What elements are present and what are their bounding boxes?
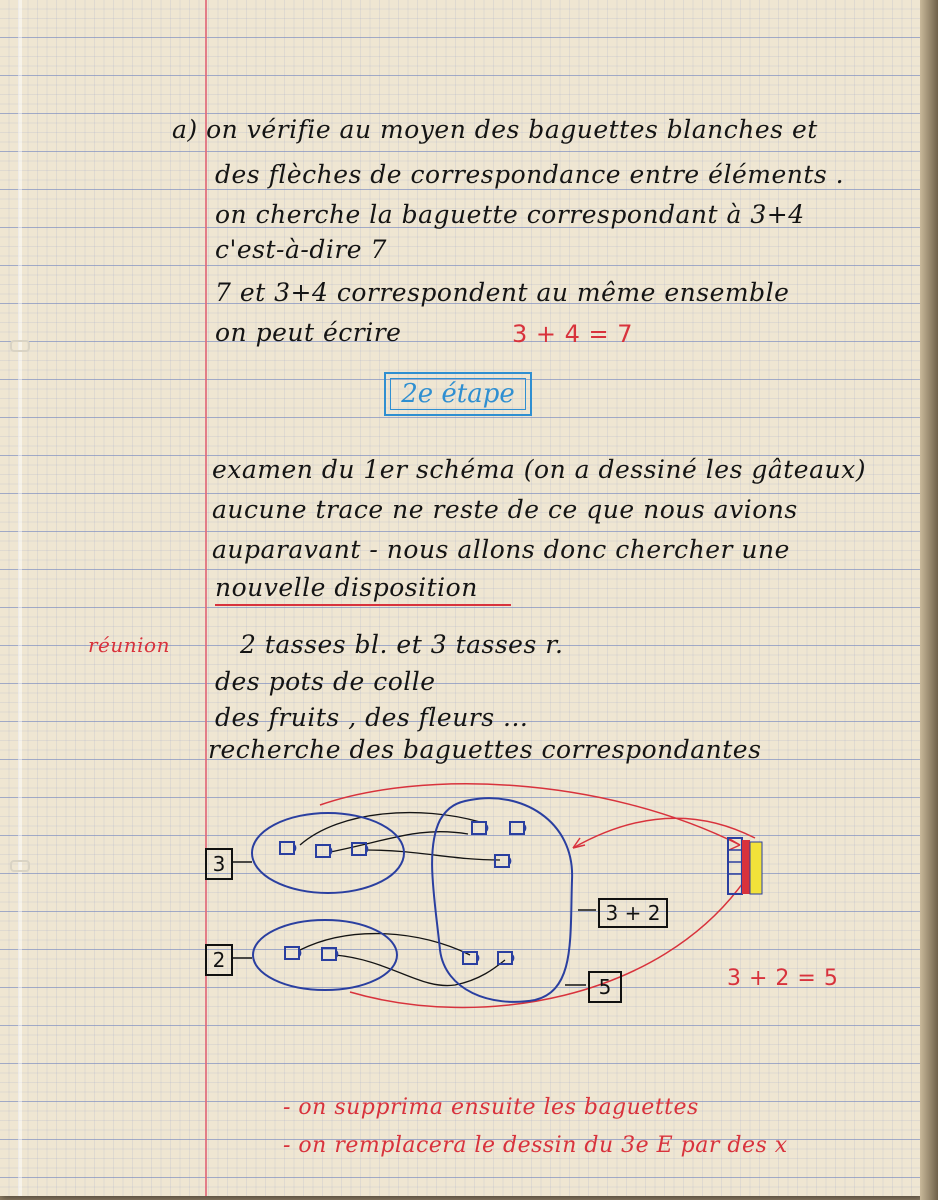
equation-3-plus-2: 3 + 2 = 5 [727, 966, 839, 991]
binding-stitch [10, 340, 30, 352]
line-6: on peut écrire [215, 318, 402, 347]
line-16: - on remplacera le dessin du 3e E par des x [283, 1133, 788, 1158]
box-3-plus-2: 3 + 2 [598, 898, 668, 928]
box-3: 3 [205, 848, 233, 880]
box-5: 5 [588, 971, 622, 1003]
stage-title [384, 372, 532, 416]
equation-3-plus-4: 3 + 4 = 7 [512, 320, 634, 348]
binding-strip [18, 0, 22, 1196]
line-4: c'est-à-dire 7 [215, 235, 387, 264]
line-11: 2 tasses bl. et 3 tasses r. [240, 630, 564, 659]
box-2: 2 [205, 944, 233, 976]
line-8: aucune trace ne reste de ce que nous avions [212, 495, 798, 524]
margin-line [205, 0, 207, 1196]
stage-title-text: 2e étape [401, 379, 515, 409]
stage-title-inner-frame [390, 378, 526, 410]
line-3: on cherche la baguette correspondant à 3+4 [215, 200, 805, 229]
line-12: des pots de colle [215, 667, 436, 696]
line-7: examen du 1er schéma (on a dessiné les gâteaux) [212, 455, 866, 484]
line-10: nouvelle disposition [215, 573, 478, 602]
line-13: des fruits , des fleurs ... [215, 703, 529, 732]
binding-stitch [10, 860, 30, 872]
margin-note: réunion [88, 633, 170, 657]
line-9: auparavant - nous allons donc chercher une [212, 535, 790, 564]
line-14: recherche des baguettes correspondantes [208, 735, 762, 764]
line-5: 7 et 3+4 correspondent au même ensemble [215, 278, 790, 307]
page-edge [920, 0, 938, 1200]
line-2: des flèches de correspondance entre éléments . [215, 160, 845, 189]
line-1: a) on vérifie au moyen des baguettes blanches et [172, 115, 818, 144]
line-10-underline [215, 604, 511, 606]
line-15: - on supprima ensuite les baguettes [283, 1095, 699, 1120]
